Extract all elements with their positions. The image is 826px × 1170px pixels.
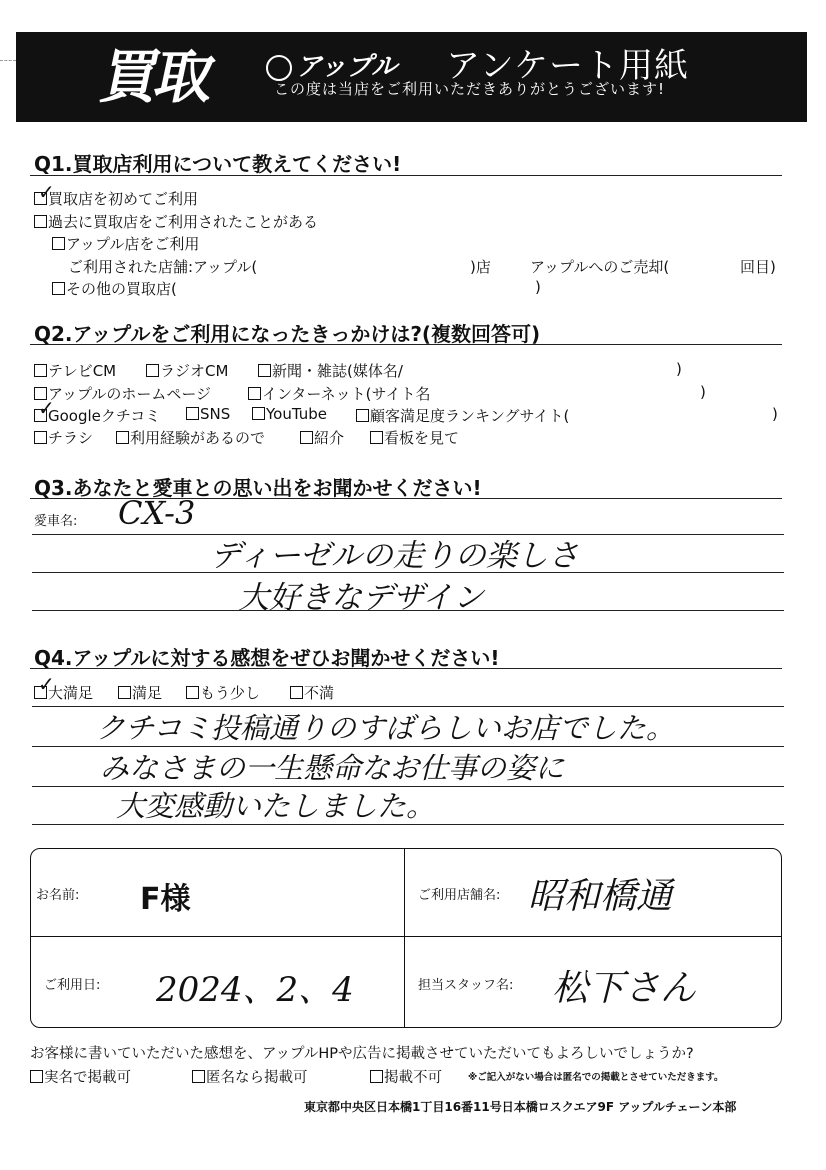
date-value[interactable]: 2024、2、4: [156, 970, 354, 1010]
checkbox-signboard[interactable]: [370, 431, 383, 444]
car-name-value[interactable]: CX-3: [118, 494, 196, 532]
checkbox-anonymous[interactable]: [192, 1070, 205, 1083]
q1-option-apple[interactable]: アップル店をご利用: [52, 233, 199, 254]
check-mark-icon: ✓: [38, 180, 55, 204]
q1-rule: [30, 175, 782, 176]
q4-option-very[interactable]: 大満足: [34, 682, 93, 703]
name-label: お名前:: [36, 888, 80, 903]
page-title: アンケート用紙: [446, 46, 689, 86]
q2-option-flyer[interactable]: チラシ: [34, 427, 93, 448]
staff-label: 担当スタッフ名:: [418, 978, 514, 993]
memory-line-1[interactable]: ディーゼルの走りの楽しさ: [210, 538, 579, 574]
q2-option-news[interactable]: 新聞・雑誌(媒体名/: [258, 360, 403, 381]
consent-note: ※ご記入がない場合は匿名での掲載とさせていただきます。: [468, 1072, 724, 1083]
checkbox-experience[interactable]: [116, 431, 129, 444]
q1-sales-label: アップルへのご売却(: [530, 258, 670, 276]
q1-option-other[interactable]: その他の買取店(: [52, 278, 177, 299]
comment-line-1[interactable]: クチコミ投稿通りのすばらしいお店でした。: [96, 711, 675, 745]
q4-option-more[interactable]: もう少し: [186, 682, 260, 703]
checkbox-flyer[interactable]: [34, 431, 47, 444]
q2-news-suffix: ): [676, 360, 682, 378]
checkbox-news[interactable]: [258, 364, 271, 377]
q2-option-intro[interactable]: 紹介: [300, 427, 344, 448]
q4-rule: [30, 668, 782, 669]
margin-mark: [0, 60, 16, 61]
info-box-divider-v: [404, 848, 405, 1028]
check-mark-icon: ✓: [38, 396, 55, 420]
consent-question: お客様に書いていただいた感想を、アップルHPや広告に掲載させていただいてもよろしいでしょうか?: [30, 1046, 694, 1062]
q2-option-ranking[interactable]: 顧客満足度ランキングサイト(: [356, 405, 569, 426]
comment-line-2[interactable]: みなさまの一生懸命なお仕事の姿に: [100, 751, 565, 785]
q4-heading: Q4.アップルに対する感想をぜひお聞かせください!: [34, 646, 500, 670]
header-banner: [16, 32, 807, 122]
checkbox-youtube[interactable]: [252, 407, 265, 420]
check-mark-icon: ✓: [38, 672, 55, 696]
checkbox-more[interactable]: [186, 686, 199, 699]
q4-option-satisfied[interactable]: 満足: [118, 682, 162, 703]
q2-option-experience[interactable]: 利用経験があるので: [116, 427, 265, 448]
checkbox-intro[interactable]: [300, 431, 313, 444]
q1-heading: Q1.買取店利用について教えてください!: [34, 152, 402, 176]
q1-option-past[interactable]: 過去に買取店をご利用されたことがある: [34, 211, 318, 232]
q2-ranking-suffix: ): [772, 405, 778, 423]
comment-line-3[interactable]: 大変感動いたしました。: [116, 789, 436, 823]
q2-option-google[interactable]: Googleクチコミ: [34, 405, 160, 426]
answer-line: [32, 824, 784, 825]
checkbox-ranking[interactable]: [356, 409, 369, 422]
store-value[interactable]: 昭和橋通: [528, 876, 673, 917]
q1-other-suffix: ): [535, 278, 541, 296]
q2-option-homepage[interactable]: アップルのホームページ: [34, 383, 211, 404]
apple-logo-text: アップル: [296, 52, 398, 82]
date-label: ご利用日:: [44, 978, 101, 993]
q2-option-signboard[interactable]: 看板を見て: [370, 427, 459, 448]
store-label: ご利用店舗名:: [418, 888, 501, 903]
checkbox-internet[interactable]: [248, 387, 261, 400]
q1-sales-suffix: 回目): [740, 258, 776, 276]
staff-value[interactable]: 松下さん: [552, 968, 697, 1009]
q2-option-internet[interactable]: インターネット(サイト名: [248, 383, 430, 404]
q2-option-youtube[interactable]: YouTube: [252, 405, 327, 423]
consent-option-no[interactable]: 掲載不可: [370, 1066, 442, 1087]
q2-option-sns[interactable]: SNS: [186, 405, 230, 423]
q1-store-label: ご利用された店舗:アップル(: [68, 258, 258, 276]
checkbox-real-name[interactable]: [30, 1070, 43, 1083]
consent-option-real-name[interactable]: 実名で掲載可: [30, 1066, 131, 1087]
checkbox-past[interactable]: [34, 215, 47, 228]
footer-address: 東京都中央区日本橋1丁目16番11号日本橋ロスクエア9F アップルチェーン本部: [304, 1100, 737, 1114]
checkbox-apple[interactable]: [52, 237, 65, 250]
q3-heading: Q3.あなたと愛車との思い出をお聞かせください!: [34, 476, 482, 500]
checkbox-sns[interactable]: [186, 407, 199, 420]
checkbox-unsatisfied[interactable]: [290, 686, 303, 699]
checkbox-satisfied[interactable]: [118, 686, 131, 699]
checkbox-no[interactable]: [370, 1070, 383, 1083]
checkbox-tv[interactable]: [34, 364, 47, 377]
q2-option-radio[interactable]: ラジオCM: [146, 360, 228, 381]
answer-line: [32, 610, 784, 611]
q2-heading: Q2.アップルをご利用になったきっかけは?(複数回答可): [34, 322, 541, 346]
name-value[interactable]: F様: [140, 882, 191, 917]
q1-store-suffix: )店: [470, 258, 491, 276]
q2-internet-suffix: ): [700, 383, 706, 401]
car-name-label: 愛車名:: [34, 514, 78, 529]
consent-option-anonymous[interactable]: 匿名なら掲載可: [192, 1066, 308, 1087]
info-box-divider-h: [30, 936, 782, 937]
checkbox-radio[interactable]: [146, 364, 159, 377]
memory-line-2[interactable]: 大好きなデザイン: [238, 580, 484, 616]
apple-badge-icon: [266, 55, 292, 81]
kaitori-logo: 買取: [94, 43, 218, 111]
q2-option-tv[interactable]: テレビCM: [34, 360, 116, 381]
page-subtitle: この度は当店をご利用いただきありがとうございます!: [274, 80, 666, 98]
q1-option-first[interactable]: 買取店を初めてご利用: [34, 188, 198, 209]
checkbox-other[interactable]: [52, 282, 65, 295]
q4-option-unsatisfied[interactable]: 不満: [290, 682, 334, 703]
q2-rule: [30, 344, 782, 345]
